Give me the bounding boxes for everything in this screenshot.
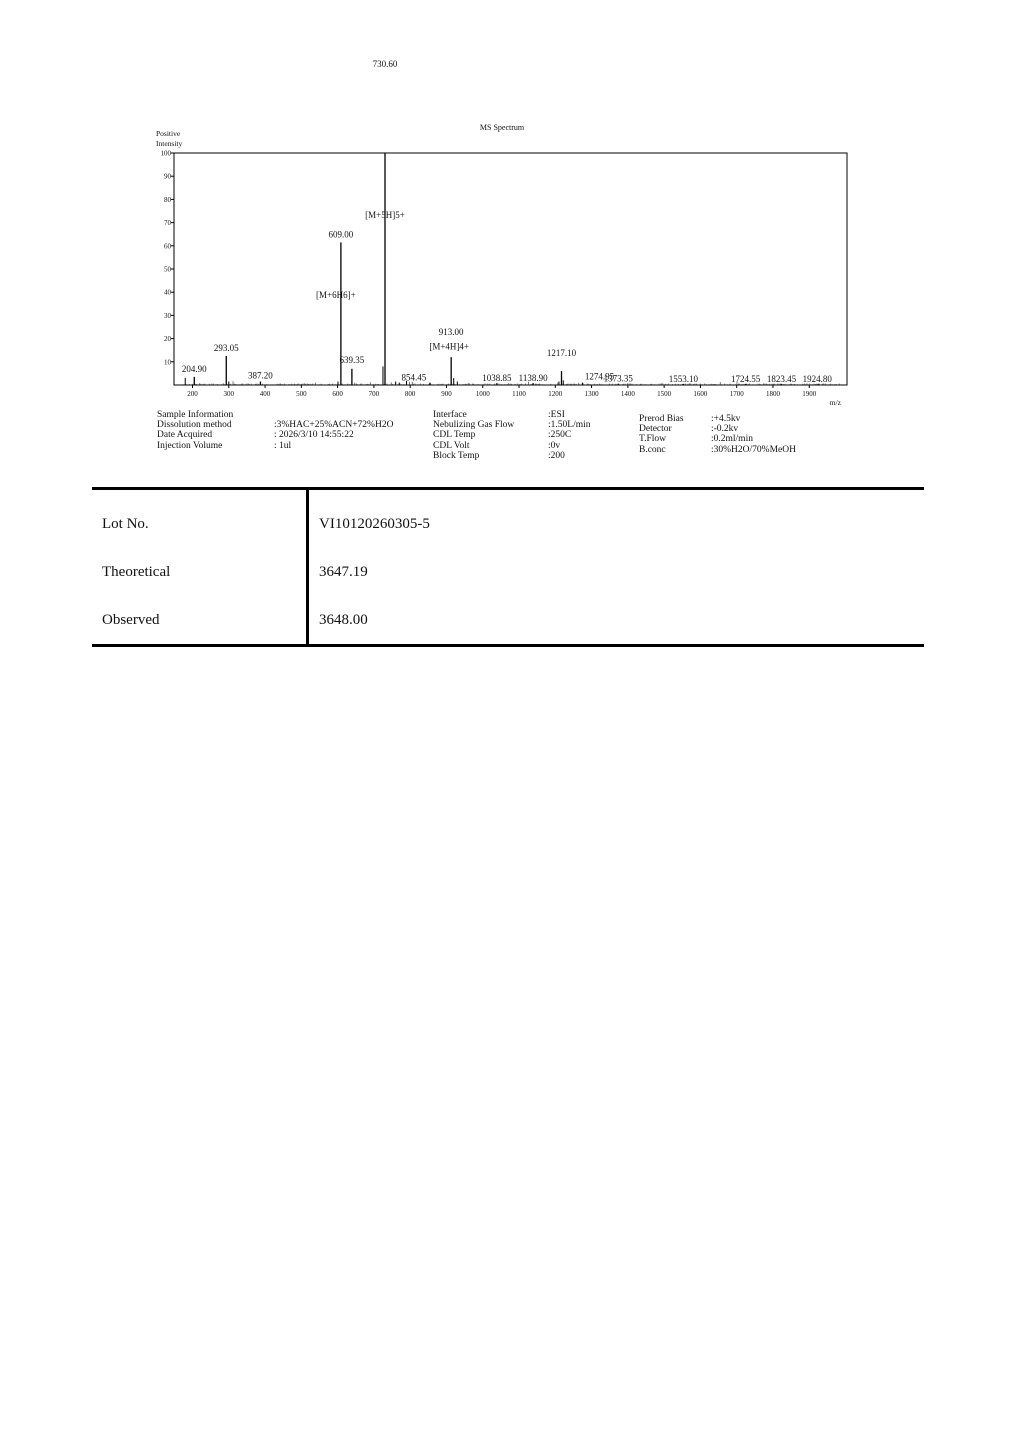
- y-tick-label: 10: [164, 358, 171, 367]
- table-row: [92, 489, 924, 549]
- x-axis-label: m/z: [829, 398, 841, 407]
- sample-info-row: [157, 440, 292, 451]
- theoretical-label: Theoretical: [92, 548, 308, 596]
- bias-info-row: [639, 414, 741, 424]
- ms-spectrum-chart: [0, 0, 1024, 470]
- peak-mz-label: 1217.10: [546, 348, 577, 359]
- info-value: :0.2ml/min: [711, 434, 753, 445]
- x-tick-label: 1600: [693, 390, 708, 398]
- x-tick-label: 300: [223, 390, 235, 398]
- y-tick-label: 100: [160, 149, 171, 158]
- info-value: :ESI: [548, 410, 565, 420]
- peak-mz-label: 1553.10: [668, 373, 699, 384]
- instrument-info-row: [433, 420, 591, 431]
- info-value: : 1ul: [274, 440, 292, 451]
- x-tick-label: 500: [296, 390, 307, 398]
- y-tick-label: 50: [164, 265, 171, 274]
- peak-mz-label: 387.20: [248, 370, 273, 381]
- info-label: T.Flow: [639, 434, 667, 445]
- plot-frame: [174, 153, 847, 385]
- peak-mz-label: 1138.90: [518, 373, 548, 384]
- info-value: :-0.2kv: [711, 424, 739, 435]
- x-tick-label: 1200: [548, 390, 563, 398]
- info-value: : 2026/3/10 14:55:22: [274, 430, 354, 441]
- info-label: Date Acquired: [157, 430, 213, 441]
- sample-info-row: [157, 420, 394, 431]
- peak-mz-label: 609.00: [328, 229, 354, 240]
- x-tick-label: 400: [259, 390, 271, 398]
- y-tick-label: 80: [164, 195, 171, 204]
- y-tick-label: 70: [164, 219, 171, 228]
- x-tick-label: 1800: [765, 390, 780, 398]
- info-label: B.conc: [639, 444, 666, 455]
- observed-label: Observed: [92, 596, 308, 646]
- peak-mz-label: 293.05: [213, 343, 239, 353]
- x-tick-label: 700: [368, 390, 380, 398]
- bias-info-row: [639, 444, 796, 455]
- instrument-information: [433, 410, 591, 461]
- y-axis-label-intensity: Intensity: [156, 139, 183, 148]
- info-label: Injection Volume: [157, 440, 223, 451]
- peak-mz-label: 1274.95: [584, 371, 615, 382]
- x-tick-label: 1400: [620, 390, 635, 398]
- x-tick-label: 1900: [802, 390, 817, 398]
- info-label: Detector: [639, 424, 672, 435]
- info-value: :1.50L/min: [548, 420, 591, 431]
- info-label: CDL Temp: [433, 430, 476, 441]
- x-tick-label: 900: [441, 390, 452, 398]
- info-value: :200: [548, 450, 565, 461]
- lot-no-value: VI10120260305-5: [319, 515, 430, 532]
- info-label: Nebulizing Gas Flow: [433, 420, 515, 431]
- y-axis-label-positive: Positive: [156, 129, 181, 138]
- theoretical-value: 3647.19: [319, 563, 368, 580]
- sample-information: [157, 410, 394, 451]
- table-row: [92, 596, 924, 646]
- x-tick-label: 600: [332, 390, 343, 398]
- info-value: :30%H2O/70%MeOH: [711, 444, 796, 455]
- instrument-info-row: [433, 440, 561, 451]
- peak-ion-annotation: [M+4H]4+: [429, 341, 470, 352]
- y-tick-label: 30: [164, 311, 171, 320]
- peak-mz-label: 204.90: [181, 363, 207, 374]
- peak-ion-annotation: [M+5H]5+: [365, 209, 405, 220]
- info-value: :3%HAC+25%ACN+72%H2O: [274, 420, 394, 431]
- sample-info-row: [157, 430, 354, 441]
- bias-info-row: [639, 434, 753, 445]
- peak-mz-label: 854.45: [401, 372, 427, 383]
- y-tick-label: 40: [164, 288, 171, 297]
- y-tick-label: 90: [164, 172, 171, 181]
- bias-info-row: [639, 424, 739, 435]
- instrument-info-row: [433, 430, 572, 441]
- peak-ion-annotation: [M+6H6]+: [316, 290, 356, 301]
- info-value: :0v: [548, 440, 561, 451]
- info-label: Dissolution method: [157, 420, 232, 431]
- detector-information: [639, 414, 796, 455]
- chart-title: MS Spectrum: [479, 123, 525, 132]
- x-tick-label: 1000: [475, 390, 490, 398]
- peak-mz-label: 1924.80: [802, 373, 832, 384]
- observed-value: 3648.00: [319, 611, 368, 628]
- y-tick-label: 60: [164, 242, 171, 251]
- info-label: Interface: [433, 410, 467, 420]
- info-label: Prerod Bias: [639, 414, 684, 424]
- peak-mz-label: 1823.45: [766, 373, 797, 384]
- instrument-info-row: [433, 450, 565, 461]
- peak-mz-label: 1724.55: [730, 373, 761, 384]
- x-tick-label: 800: [404, 390, 416, 398]
- x-tick-label: 1300: [584, 390, 599, 398]
- x-tick-label: 1700: [729, 390, 744, 398]
- x-tick-label: 1100: [512, 390, 526, 398]
- info-value: :250C: [548, 430, 572, 441]
- y-tick-label: 20: [164, 335, 171, 344]
- x-tick-label: 200: [187, 390, 198, 398]
- info-value: :+4.5kv: [711, 414, 741, 424]
- peak-mz-label: 913.00: [438, 327, 464, 338]
- lot-no-label: Lot No.: [92, 489, 308, 549]
- instrument-info-row: [433, 410, 565, 420]
- info-label: CDL Volt: [433, 440, 470, 451]
- peak-mz-label: 730.60: [372, 59, 398, 69]
- table-row: [92, 548, 924, 596]
- peak-mz-label: 1038.85: [482, 373, 512, 384]
- peak-mz-label: 1373.35: [603, 373, 633, 384]
- info-label: Block Temp: [433, 450, 480, 461]
- peak-mz-label: 639.35: [339, 354, 365, 365]
- result-table: [92, 487, 924, 647]
- x-tick-label: 1500: [657, 390, 672, 398]
- sample-info-heading: Sample Information: [157, 410, 234, 420]
